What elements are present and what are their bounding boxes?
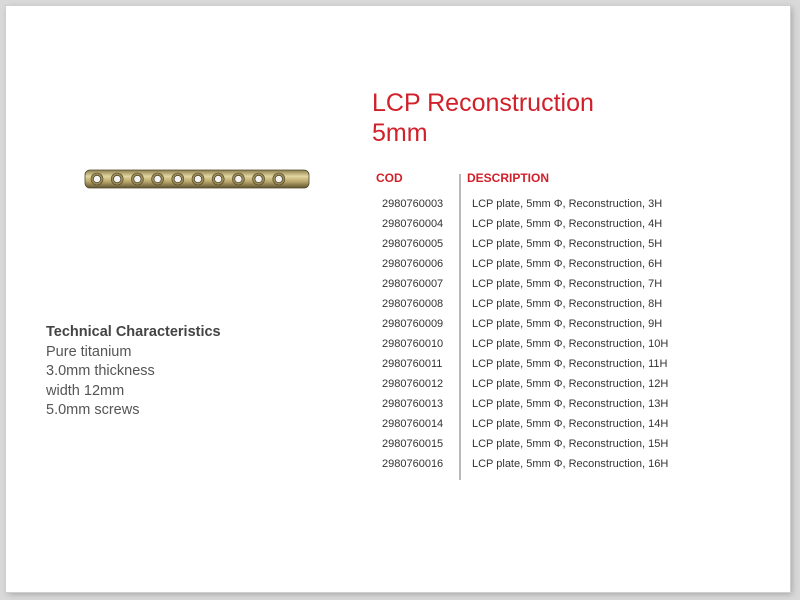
title-line-1: LCP Reconstruction: [372, 89, 594, 117]
row-code: 2980760010: [382, 338, 444, 350]
technical-line: 5.0mm screws: [46, 402, 140, 418]
row-code: 2980760007: [382, 278, 444, 290]
technical-line: Pure titanium: [46, 343, 132, 360]
plate-hole: [114, 175, 121, 182]
title-line-2: 5mm: [372, 119, 428, 147]
column-header-code: COD: [376, 171, 403, 185]
row-description: LCP plate, 5mm Φ, Reconstruction, 3H: [472, 198, 663, 210]
row-description: LCP plate, 5mm Φ, Reconstruction, 13H: [472, 398, 669, 410]
plate-hole: [134, 175, 141, 182]
row-code: 2980760012: [382, 378, 444, 390]
plate-hole: [275, 175, 282, 182]
row-code: 2980760008: [382, 298, 444, 310]
technical-line: 3.0mm thickness: [46, 363, 155, 379]
row-description: LCP plate, 5mm Φ, Reconstruction, 16H: [472, 458, 669, 470]
row-code: 2980760006: [382, 258, 444, 270]
reconstruction-plate-image: [83, 167, 311, 191]
plate-hole: [255, 175, 262, 182]
plate-hole: [194, 175, 201, 182]
column-divider: [459, 174, 461, 480]
row-code: 2980760004: [382, 218, 444, 230]
product-title: [372, 88, 594, 148]
plate-hole: [93, 175, 100, 182]
row-code: 2980760005: [382, 238, 444, 250]
row-code: 2980760003: [382, 198, 444, 210]
row-code: 2980760014: [382, 418, 444, 430]
technical-heading: Technical Characteristics: [46, 324, 221, 340]
plate-hole: [235, 175, 242, 182]
row-description: LCP plate, 5mm Φ, Reconstruction, 5H: [472, 238, 663, 250]
plate-hole: [154, 175, 161, 182]
row-description: LCP plate, 5mm Φ, Reconstruction, 15H: [472, 438, 669, 450]
row-description: LCP plate, 5mm Φ, Reconstruction, 4H: [472, 218, 663, 230]
row-description: LCP plate, 5mm Φ, Reconstruction, 14H: [472, 418, 669, 430]
plate-hole: [215, 175, 222, 182]
row-code: 2980760011: [382, 358, 443, 370]
page: [6, 6, 790, 592]
row-code: 2980760016: [382, 458, 444, 470]
row-description: LCP plate, 5mm Φ, Reconstruction, 9H: [472, 318, 663, 330]
technical-characteristics: [46, 323, 221, 421]
row-description: LCP plate, 5mm Φ, Reconstruction, 7H: [472, 278, 663, 290]
row-description: LCP plate, 5mm Φ, Reconstruction, 12H: [472, 378, 669, 390]
row-code: 2980760013: [382, 398, 444, 410]
column-header-description: DESCRIPTION: [467, 171, 550, 185]
plate-hole: [174, 175, 181, 182]
row-description: LCP plate, 5mm Φ, Reconstruction, 8H: [472, 298, 663, 310]
row-description: LCP plate, 5mm Φ, Reconstruction, 6H: [472, 258, 663, 270]
row-code: 2980760009: [382, 318, 444, 330]
technical-line: width 12mm: [46, 382, 125, 399]
row-description: LCP plate, 5mm Φ, Reconstruction, 11H: [472, 358, 668, 370]
row-code: 2980760015: [382, 438, 444, 450]
row-description: LCP plate, 5mm Φ, Reconstruction, 10H: [472, 338, 669, 350]
